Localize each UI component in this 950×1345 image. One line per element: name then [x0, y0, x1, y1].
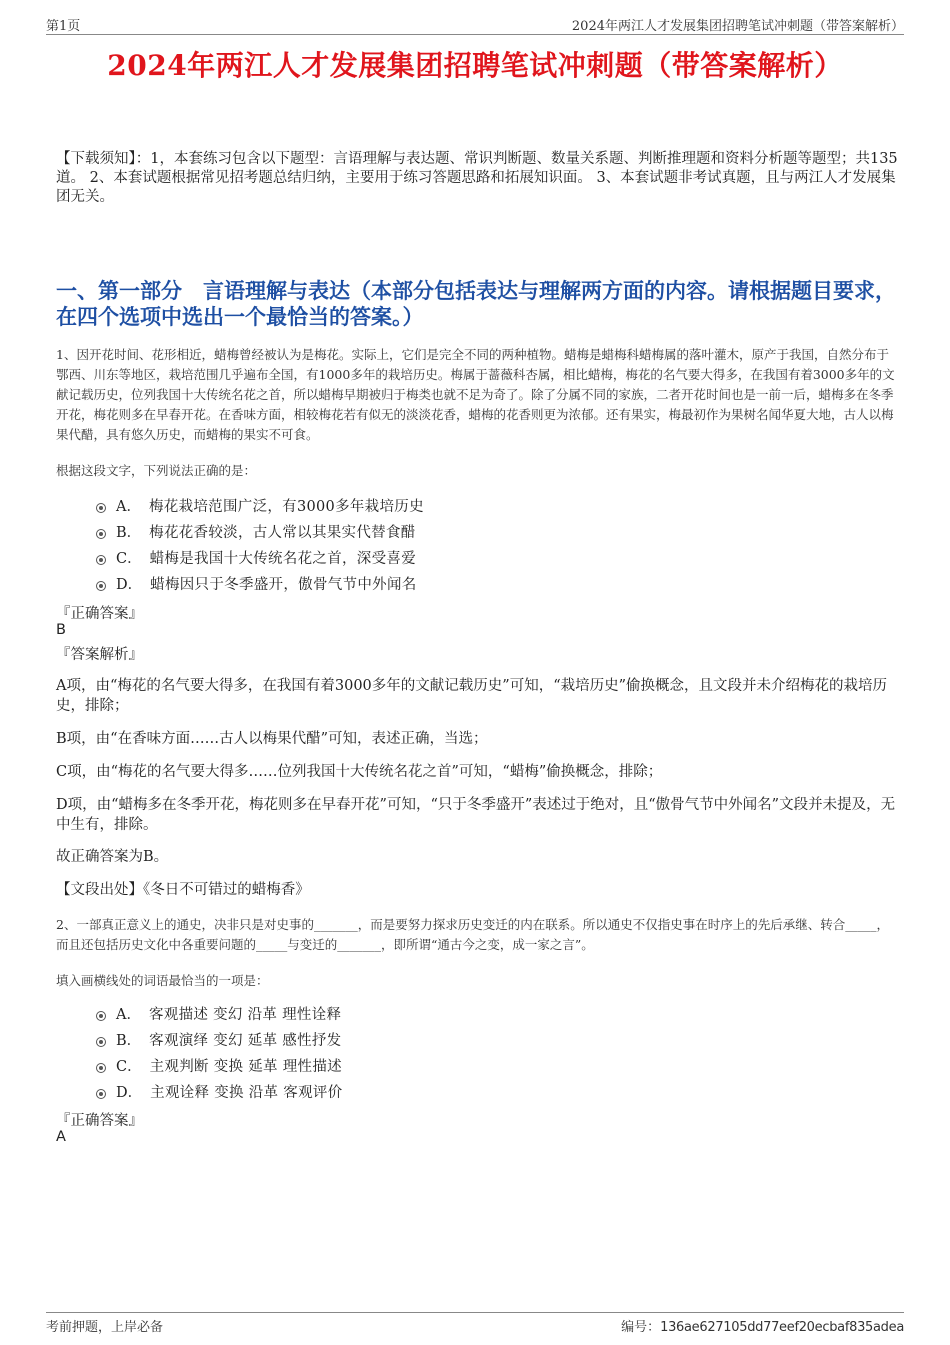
question-1-conclusion: 故正确答案为B。 — [56, 849, 169, 865]
radio-button-icon[interactable] — [96, 529, 106, 539]
question-2-option-a[interactable] — [96, 1000, 342, 1026]
radio-button-icon[interactable] — [96, 503, 106, 513]
radio-button-icon[interactable] — [96, 1063, 106, 1073]
radio-button-icon[interactable] — [96, 1037, 106, 1047]
radio-button-icon[interactable] — [96, 555, 106, 565]
question-1-source: 【文段出处】《冬日不可错过的蜡梅香》 — [56, 882, 310, 898]
question-1-analysis-label: 『答案解析』 — [56, 647, 143, 663]
option-letter: D． — [116, 1084, 143, 1101]
question-2-option-b[interactable] — [96, 1026, 342, 1052]
option-text: 梅花栽培范围广泛，有3000多年栽培历史 — [148, 498, 424, 515]
question-1-analysis-d: D项，由“蜡梅多在冬季开花，梅花则多在早春开花”可知，“只于冬季盛开”表述过于绝对，且“傲骨气节中外闻名”文段并未提及，无中生有，排除。 — [56, 797, 896, 833]
question-1-option-a[interactable] — [96, 492, 424, 518]
question-2-prompt: 填入画横线处的词语最恰当的一项是： — [56, 973, 269, 988]
radio-button-icon[interactable] — [96, 1089, 106, 1099]
option-letter: A． — [116, 1006, 141, 1023]
question-1-answer: B — [56, 622, 66, 638]
option-letter: C． — [116, 550, 142, 567]
page-header — [46, 14, 904, 35]
option-text: 客观描述 变幻 沿革 理性诠释 — [148, 1006, 342, 1023]
question-1-options — [96, 492, 424, 596]
option-letter: D． — [116, 576, 143, 593]
section-heading: 一、第一部分 言语理解与表达（本部分包括表达与理解两方面的内容。请根据题目要求，在四个选项中选出一个最恰当的答案。） — [56, 278, 896, 329]
document-title: 2024年两江人才发展集团招聘笔试冲刺题（带答案解析） — [107, 49, 843, 82]
option-letter: B． — [116, 524, 142, 541]
question-1-option-c[interactable] — [96, 544, 424, 570]
option-letter: C． — [116, 1058, 142, 1075]
question-1-analysis-c: C项，由“梅花的名气要大得多……位列我国十大传统名花之首”可知，“蜡梅”偷换概念，排除； — [56, 764, 663, 780]
option-text: 客观演绎 变幻 延革 感性抒发 — [149, 1032, 342, 1049]
option-text: 蜡梅是我国十大传统名花之首，深受喜爱 — [149, 550, 417, 567]
radio-button-icon[interactable] — [96, 1011, 106, 1021]
option-text: 主观判断 变换 延革 理性描述 — [149, 1058, 342, 1075]
option-text: 主观诠释 变换 沿革 客观评价 — [150, 1084, 343, 1101]
question-2-text: 2、一部真正意义上的通史，决非只是对史事的_______，而是要努力探求历史变迁的内在联系。所以通史不仅指史事在时序上的先后承继、转合_____，而且还包括历史文化中各重要问题的_____与变迁的_______，即所谓“通古今之变，成一家之言”。 — [56, 917, 889, 952]
radio-button-icon[interactable] — [96, 581, 106, 591]
question-2-answer-label: 『正确答案』 — [56, 1113, 143, 1129]
question-1-analysis-b: B项，由“在香味方面……古人以梅果代醋”可知，表述正确，当选； — [56, 731, 488, 747]
question-2-option-d[interactable] — [96, 1078, 342, 1104]
question-2-answer: A — [56, 1129, 66, 1145]
footer-slogan: 考前押题，上岸必备 — [46, 1320, 164, 1335]
footer-code — [621, 1316, 904, 1335]
option-text: 梅花花香较淡，古人常以其果实代替食醋 — [149, 524, 416, 541]
question-2-option-c[interactable] — [96, 1052, 342, 1078]
question-1-option-d[interactable] — [96, 570, 424, 596]
page-footer — [46, 1312, 904, 1335]
download-notice: 【下载须知】：1，本套练习包含以下题型：言语理解与表达题、常识判断题、数量关系题、判断推理题和资料分析题等题型；共135道。 2、本套试题根据常见招考题总结归纳，主要用于练习答题思路和拓展知识面。 3、本套试题非考试真题，且与两江人才发展集团无关。 — [56, 151, 898, 205]
option-letter: B． — [116, 1032, 142, 1049]
page-number: 第1页 — [46, 19, 81, 34]
question-1-answer-label: 『正确答案』 — [56, 606, 143, 622]
header-doc-title: 2024年两江人才发展集团招聘笔试冲刺题（带答案解析） — [571, 19, 904, 34]
option-text: 蜡梅因只于冬季盛开，傲骨气节中外闻名 — [150, 576, 417, 593]
footer-code-label: 编号： — [621, 1320, 661, 1335]
question-1-text: 1、因开花时间、花形相近，蜡梅曾经被认为是梅花。实际上，它们是完全不同的两种植物。蜡梅是蜡梅科蜡梅属的落叶灌木，原产于我国，自然分布于鄂西、川东等地区，栽培范围几乎遍布全国，有1000多年的栽培历史。梅属于蔷薇科杏属，相比蜡梅，梅花的名气要大得多，在我国有着3000多年的文献记载历史，位列我国十大传统名花之首，所以蜡梅早期被归于梅类也就不足为奇了。除了分属不同的家族，二者开花时间也是一前一后，蜡梅多在冬季开花，梅花则多在早春开花。在香味方面，相较梅花若有似无的淡淡花香，蜡梅的花香则更为浓郁。还有果实，梅最初作为果树名闻华夏大地，古人以梅果代醋，具有悠久历史，而蜡梅的果实不可食。 — [56, 347, 895, 442]
option-letter: A． — [116, 498, 141, 515]
question-1-prompt: 根据这段文字，下列说法正确的是： — [56, 463, 257, 478]
footer-code-value: 136ae627105dd77eef20ecbaf835adea — [660, 1320, 904, 1335]
question-1-analysis-a: A项，由“梅花的名气要大得多，在我国有着3000多年的文献记载历史”可知，“栽培历史”偷换概念，且文段并未介绍梅花的栽培历史，排除； — [56, 678, 888, 714]
question-1-option-b[interactable] — [96, 518, 424, 544]
question-2-options — [96, 1000, 342, 1104]
